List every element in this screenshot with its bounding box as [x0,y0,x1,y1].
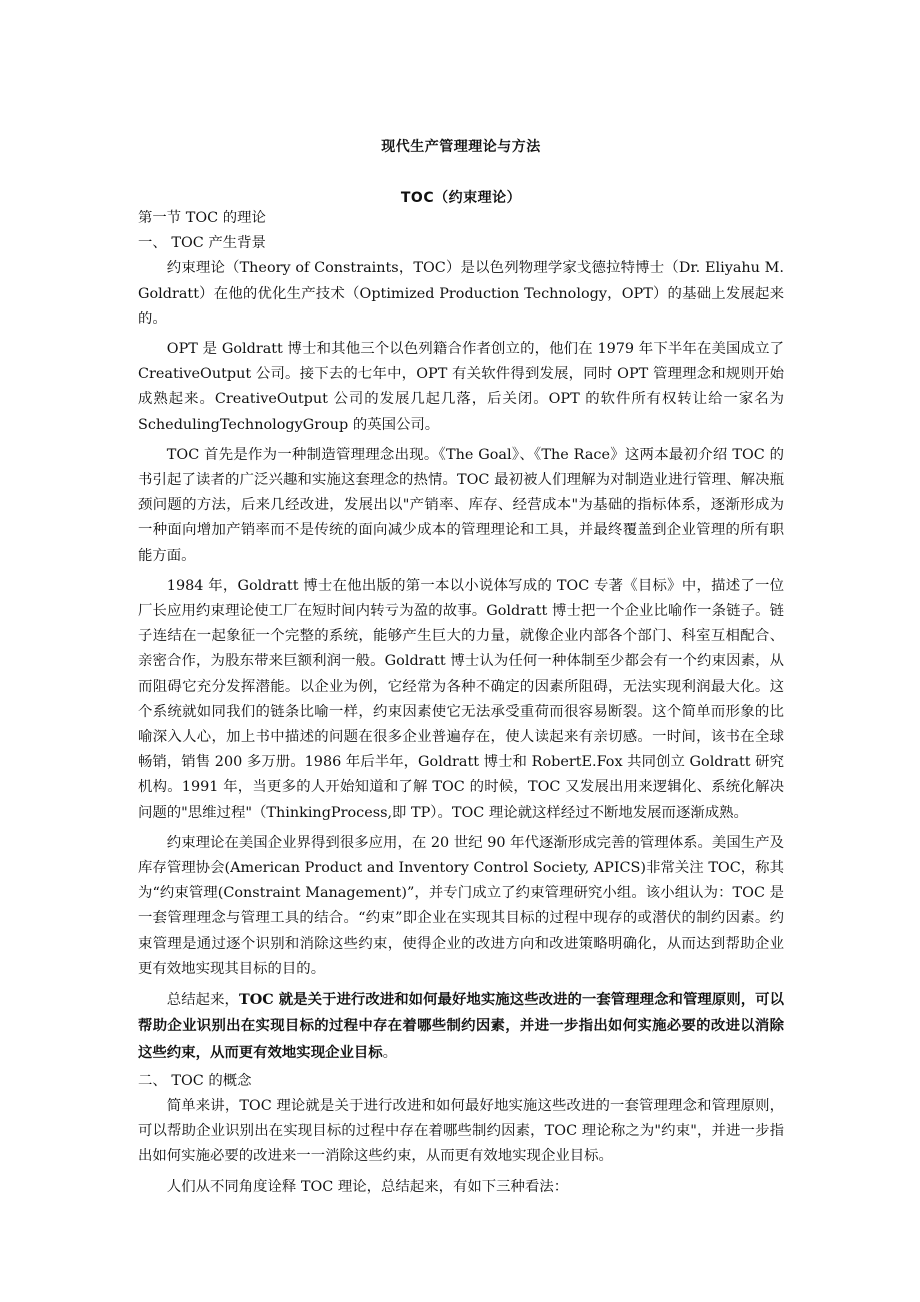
paragraph-toc-emergence: TOC 首先是作为一种制造管理理念出现。《The Goal》、《The Race》这两本最初介绍 TOC 的书引起了读者的广泛兴趣和实施这套理念的热情。TOC 最初被人们理解为对制造业进行管理、解决瓶颈问题的方法，后来几经改进，发展出以"产销率、库存、经营成本"为基础的指标体系，逐渐形成为一种面向增加产销率而不是传统的面向减少成本的管理理论和工具，并最终覆盖到企业管理的所有职能方面。 [138,446,784,564]
section-heading: 第一节 TOC 的理论 [138,210,266,226]
document-subtitle: TOC（约束理论） [400,190,522,206]
summary-lead: 总结起来， [166,992,239,1009]
subsection-heading-concept: 二、 TOC 的概念 [138,1072,252,1089]
paragraph-summary [138,987,784,1066]
paragraph-origin: 约束理论（Theory of Constraints，TOC）是以色列物理学家戈德拉特博士（Dr. Eliyahu M. Goldratt）在他的优化生产技术（Optimized Production Technology，OPT）的基础上发展起来的。 [138,260,784,327]
paragraph-goal-book: 1984 年，Goldratt 博士在他出版的第一本以小说体写成的 TOC 专著《目标》中，描述了一位厂长应用约束理论使工厂在短时间内转亏为盈的故事。Goldratt 博士把一个企业比喻作一条链子。链子连结在一起象征一个完整的系统，能够产生巨大的力量，就像企业内部各个部门、科室互相配合、亲密合作，为股东带来巨额利润一般。Goldratt 博士认为任何一种体制至少都会有一个约束因素，从而阻碍它充分发挥潜能。以企业为例，它经常为各种不确定的因素所阻碍，无法实现利润最大化。这个系统就如同我们的链条比喻一样，约束因素使它无法承受重荷而很容易断裂。这个简单而形象的比喻深入人心，加上书中描述的问题在很多企业普遍存在，使人读起来有亲切感。一时间，该书在全球畅销，销售 200 多万册。1986 年后半年，Goldratt 博士和 RobertE.Fox 共同创立 Goldratt 研究机构。1991 年，当更多的人开始知道和了解 TOC 的时候，TOC 又发展出用来逻辑化、系统化解决问题的"思维过程"（ThinkingProcess,即 TP）。TOC 理论就这样经过不断地发展而逐渐成熟。 [138,577,784,821]
paragraph-three-views: 人们从不同角度诠释 TOC 理论，总结起来，有如下三种看法： [166,1178,569,1195]
paragraph-concept: 简单来讲，TOC 理论就是关于进行改进和如何最好地实施这些改进的一套管理理念和管理原则，可以帮助企业识别出在实现目标的过程中存在着哪些制约因素，TOC 理论称之为"约束"，并进一步指出如何实施必要的改进来一一消除这些约束，从而更有效地实现企业目标。 [138,1097,784,1165]
paragraph-apics: 约束理论在美国企业界得到很多应用，在 20 世纪 90 年代逐渐形成完善的管理体系。美国生产及库存管理协会(American Product and Inventory Control Society, APICS)非常关注 TOC，称其为“约束管理(Constraint Management)”，并专门成立了约束管理研究小组。该小组认为：TOC 是一套管理理念与管理工具的结合。“约束”即企业在实现其目标的过程中现存的或潜伏的制约因素。约束管理是通过逐个识别和消除这些约束，使得企业的改进方向和改进策略明确化，从而达到帮助企业更有效地实现其目标的目的。 [138,834,784,977]
subsection-heading-background: 一、 TOC 产生背景 [138,235,266,252]
summary-bold-text: TOC 就是关于进行改进和如何最好地实施这些改进的一套管理理念和管理原则，可以帮助企业识别出在实现目标的过程中存在着哪些制约因素，并进一步指出如何实施必要的改进以消除这些约束，从而更有效地实现企业目标 [138,991,784,1061]
paragraph-opt-history: OPT 是 Goldratt 博士和其他三个以色列籍合作者创立的，他们在 1979 年下半年在美国成立了 CreativeOutput 公司。接下去的七年中，OPT 有关软件得到发展，同时 OPT 管理理念和规则开始成熟起来。CreativeOutput 公司的发展几起几落，后关闭。OPT 的软件所有权转让给一家名为 SchedulingTechnologyGroup 的英国公司。 [138,341,784,433]
document-body [138,206,784,1200]
summary-end: 。 [382,1044,398,1061]
document-title: 现代生产管理理论与方法 [381,139,541,155]
